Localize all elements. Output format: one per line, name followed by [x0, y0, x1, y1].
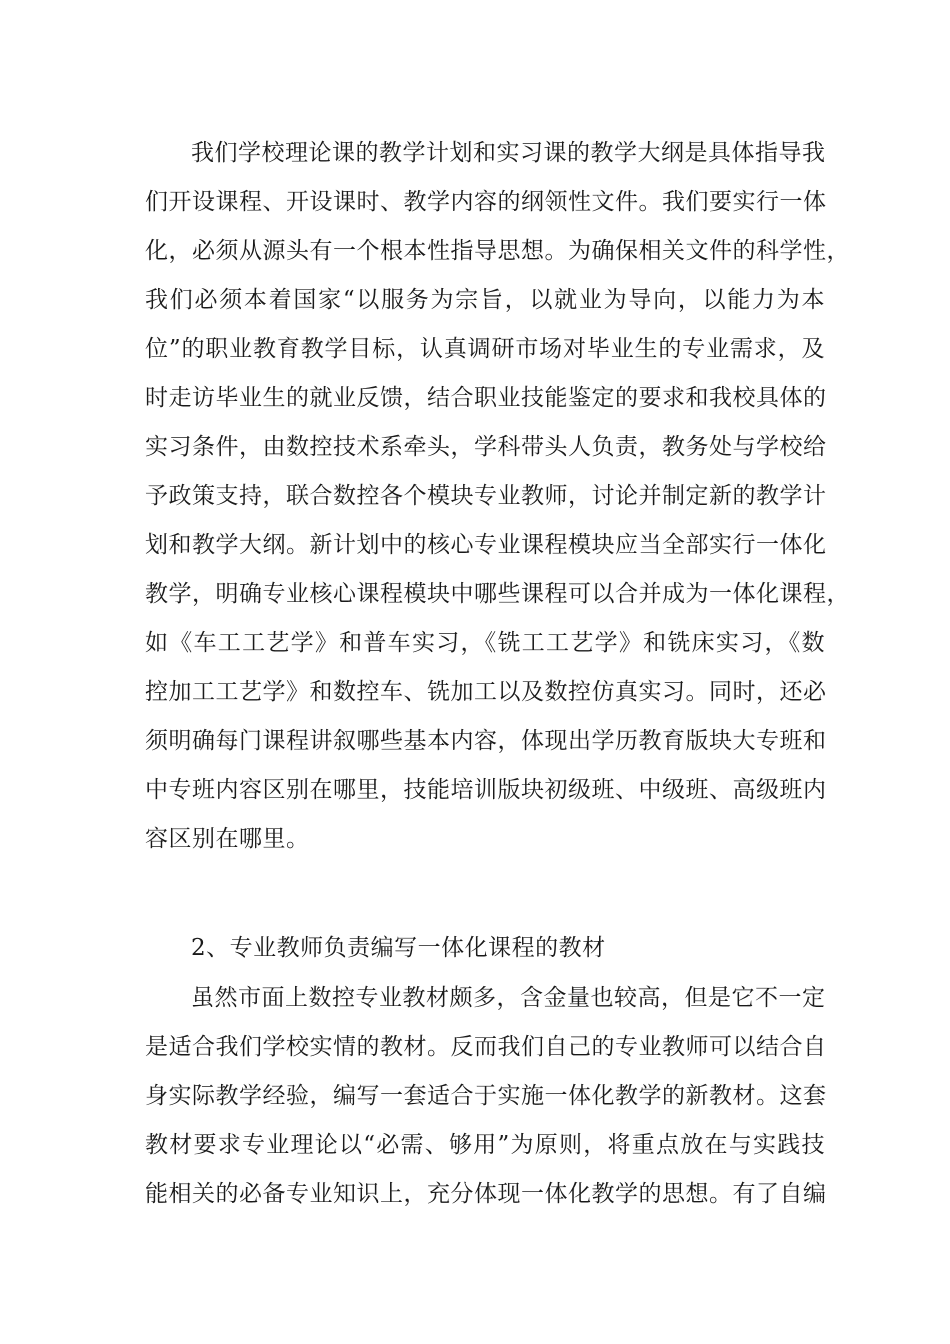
- text-line: 容区别在哪里。: [145, 826, 310, 852]
- text-line: 虽然市面上数控专业教材颇多，含金量也较高，但是它不一定: [191, 985, 826, 1011]
- text-line: 实习条件，由数控技术系牵头，学科带头人负责，教务处与学校给: [145, 434, 827, 460]
- text-line: 身实际教学经验，编写一套适合于实施一体化教学的新教材。这套: [145, 1083, 827, 1109]
- text-line: 予政策支持，联合数控各个模块专业教师，讨论并制定新的教学计: [145, 483, 827, 509]
- section-heading: 2、专业教师负责编写一体化课程的教材: [191, 935, 606, 961]
- text-line: 教材要求专业理论以“必需、够用”为原则，将重点放在与实践技: [145, 1132, 825, 1158]
- text-line: 划和教学大纲。新计划中的核心专业课程模块应当全部实行一体化: [145, 532, 827, 558]
- text-line: 教学，明确专业核心课程模块中哪些课程可以合并成为一体化课程，: [145, 581, 850, 607]
- text-line: 位”的职业教育教学目标，认真调研市场对毕业生的专业需求，及: [145, 336, 825, 362]
- text-line: 中专班内容区别在哪里，技能培训版块初级班、中级班、高级班内: [145, 777, 827, 803]
- text-line: 我们学校理论课的教学计划和实习课的教学大纲是具体指导我: [191, 140, 826, 166]
- text-line: 须明确每门课程讲叙哪些基本内容，体现出学历教育版块大专班和: [145, 728, 827, 754]
- text-line: 时走访毕业生的就业反馈，结合职业技能鉴定的要求和我校具体的: [145, 385, 827, 411]
- text-line: 化，必须从源头有一个根本性指导思想。为确保相关文件的科学性，: [145, 238, 850, 264]
- text-line: 是适合我们学校实情的教材。反而我们自己的专业教师可以结合自: [145, 1034, 827, 1060]
- text-line: 我们必须本着国家“以服务为宗旨，以就业为导向，以能力为本: [145, 287, 825, 313]
- text-line: 如《车工工艺学》和普车实习，《铣工工艺学》和铣床实习，《数: [145, 630, 825, 656]
- text-line: 能相关的必备专业知识上，充分体现一体化教学的思想。有了自编: [145, 1181, 827, 1207]
- text-line: 控加工工艺学》和数控车、铣加工以及数控仿真实习。同时，还必: [145, 679, 827, 705]
- text-line: 们开设课程、开设课时、教学内容的纲领性文件。我们要实行一体: [145, 189, 827, 215]
